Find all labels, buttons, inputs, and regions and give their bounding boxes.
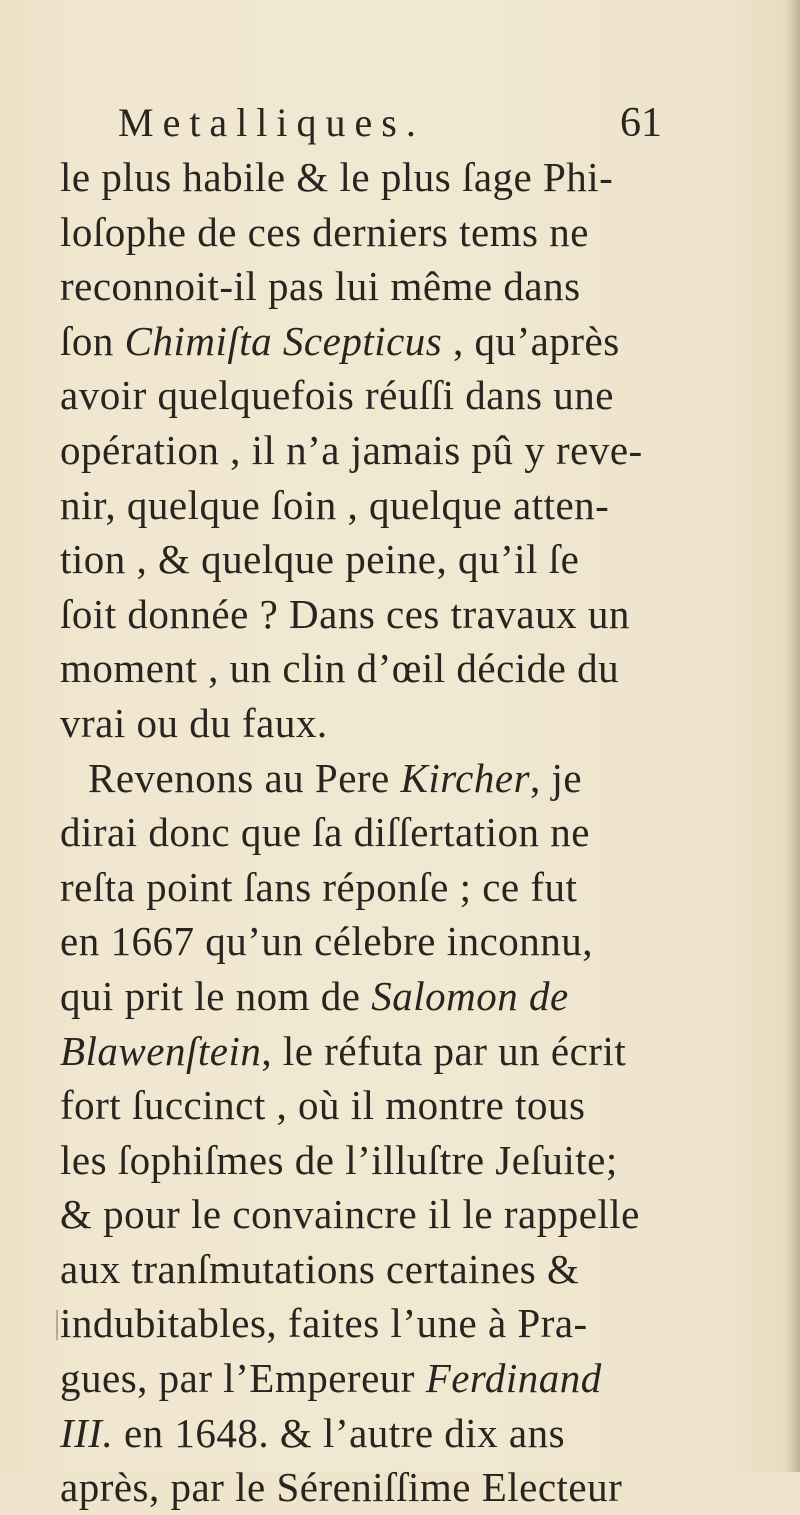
text-line — [60, 423, 750, 478]
text-line — [60, 914, 750, 969]
text-line — [60, 969, 750, 1024]
line-text: qui prit le nom de — [60, 972, 372, 1019]
line-text: dirai donc que ſa diſſertation ne — [60, 809, 590, 856]
text-line — [60, 205, 750, 260]
text-line — [60, 805, 750, 860]
running-head-title: Metalliques. — [118, 100, 425, 145]
line-text: ſon — [60, 317, 125, 364]
running-head — [118, 96, 678, 150]
text-line — [60, 1133, 750, 1188]
text-line — [60, 1460, 750, 1515]
italic-text: Salomon de — [371, 972, 569, 1019]
line-text: les ſophiſmes de l’illuſtre Jeſuite; — [60, 1136, 618, 1183]
text-line — [60, 368, 750, 423]
line-text: reſta point ſans réponſe ; ce fut — [60, 863, 578, 910]
line-text: gues, par l’Empereur — [60, 1355, 426, 1402]
text-body — [60, 150, 750, 1515]
italic-text: Chimiſta Scepticus — [124, 317, 443, 364]
text-line — [60, 259, 750, 314]
line-text: en 1648. & l’autre dix ans — [113, 1409, 566, 1456]
line-text: loſophe de ces derniers tems ne — [60, 208, 589, 255]
margin-mark — [56, 1310, 58, 1340]
italic-text: Ferdinand — [425, 1355, 602, 1402]
text-line — [60, 1406, 750, 1461]
line-text: , qu’après — [442, 317, 620, 364]
text-line — [60, 587, 750, 642]
text-line — [60, 478, 750, 533]
line-text: indubitables, faites l’une à Pra- — [60, 1300, 588, 1347]
text-line — [60, 1242, 750, 1297]
text-line — [60, 532, 750, 587]
line-text: moment , un clin d’œil décide du — [60, 645, 620, 692]
text-line — [60, 1296, 750, 1351]
text-line — [60, 1078, 750, 1133]
line-text: Revenons au Pere — [88, 754, 401, 801]
line-text: vrai ou du faux. — [60, 699, 328, 746]
text-line — [60, 150, 750, 205]
text-line — [60, 1351, 750, 1406]
line-text: & pour le convaincre il le rappelle — [60, 1191, 640, 1238]
line-text: le plus habile & le plus ſage Phi- — [60, 154, 614, 200]
italic-text: III. — [60, 1409, 114, 1456]
line-text: reconnoit-il pas lui même dans — [60, 263, 581, 310]
line-text: opération , il n’a jamais pû y reve- — [60, 426, 643, 473]
line-text: , le réfuta par un écrit — [261, 1027, 627, 1074]
line-text: aux tranſmutations certaines & — [60, 1245, 580, 1292]
italic-text: Blawenſtein — [60, 1027, 262, 1074]
line-text: avoir quelquefois réuſſi dans une — [60, 372, 614, 419]
page-number: 61 — [620, 100, 662, 146]
italic-text: Kircher — [400, 754, 531, 801]
text-line — [60, 751, 750, 806]
text-line — [60, 641, 750, 696]
line-text: nir, quelque ſoin , quelque atten- — [60, 481, 610, 528]
text-line — [60, 1187, 750, 1242]
text-line — [60, 314, 750, 369]
text-line — [60, 696, 750, 751]
line-text: après, par le Séreniſſime Electeur — [60, 1464, 623, 1511]
page-edge-shadow — [786, 0, 800, 1472]
line-text: tion , & quelque peine, qu’il ſe — [60, 536, 580, 583]
text-line — [60, 860, 750, 915]
line-text: fort ſuccinct , où il montre tous — [60, 1082, 586, 1129]
line-text: en 1667 qu’un célebre inconnu, — [60, 918, 594, 965]
text-line — [60, 1024, 750, 1079]
line-text: , je — [530, 754, 583, 801]
line-text: ſoit donnée ? Dans ces travaux un — [60, 590, 630, 637]
